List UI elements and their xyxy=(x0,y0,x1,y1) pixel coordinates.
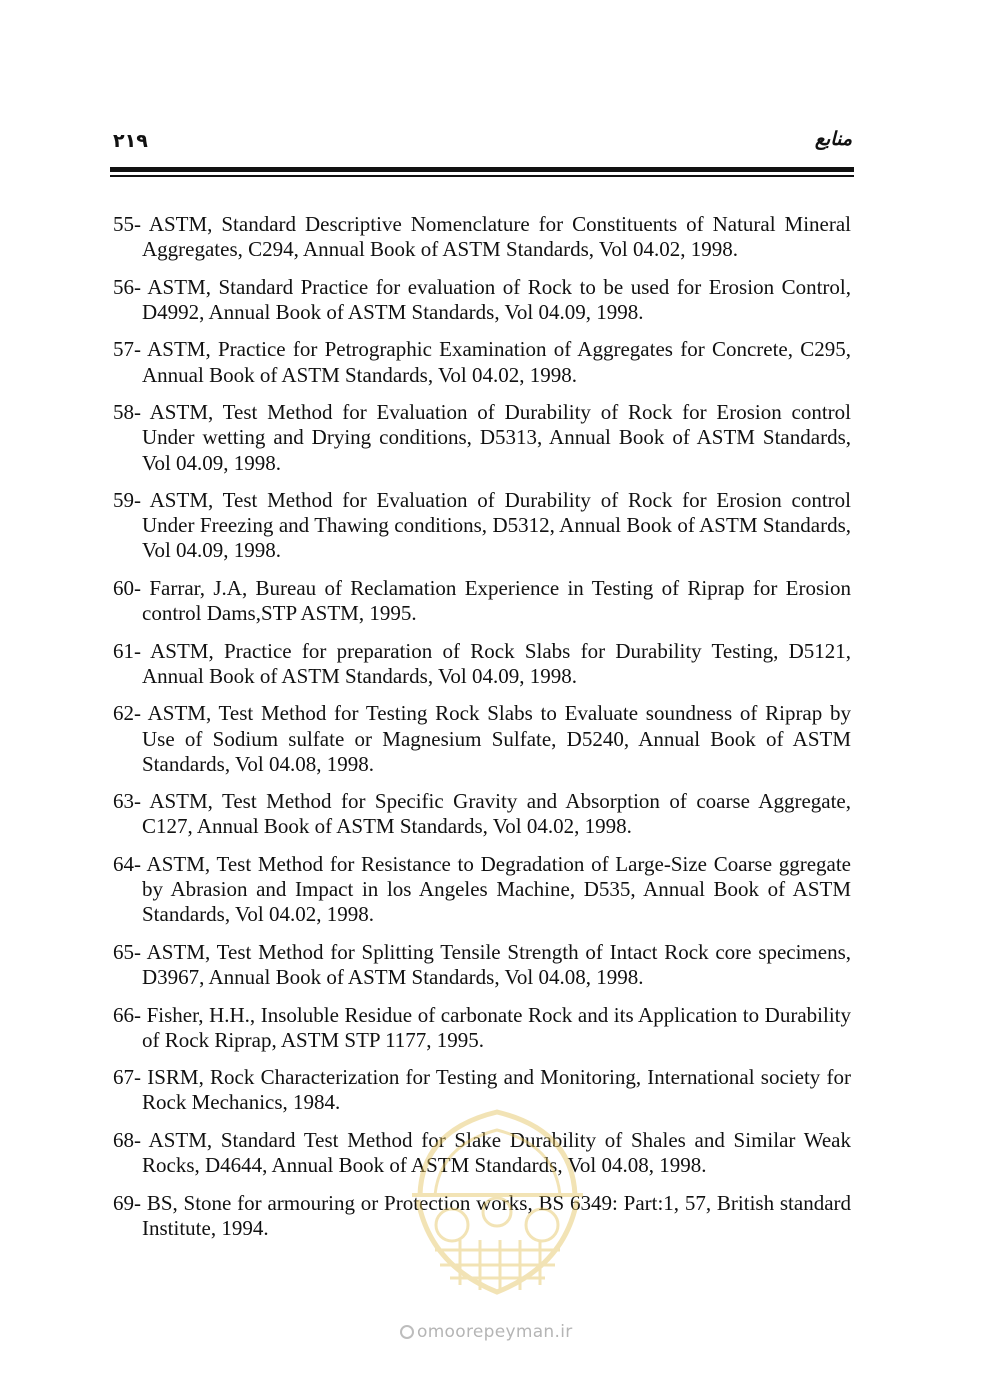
watermark-url xyxy=(400,1322,573,1342)
reference-number: 59- xyxy=(113,488,141,513)
reference-number: 68- xyxy=(113,1127,141,1152)
reference-item xyxy=(113,940,851,990)
reference-number: 65- xyxy=(113,939,141,964)
reference-item xyxy=(113,789,851,839)
reference-list xyxy=(113,212,851,1253)
reference-number: 56- xyxy=(113,274,141,299)
reference-text: ISRM, Rock Characterization for Testing and Monitoring, International society for Rock Mechanics, 1984. xyxy=(142,1065,851,1115)
reference-item xyxy=(113,275,851,325)
reference-text: ASTM, Test Method for Splitting Tensile Strength of Intact Rock core specimens, D3967, Annual Book of ASTM Standards, Vol 04.08, 1998. xyxy=(142,939,852,990)
reference-item xyxy=(113,1191,851,1241)
reference-text: ASTM, Test Method for Evaluation of Durability of Rock for Erosion control Under Freezing and Thawing conditions, D5312, Annual Book of ASTM Standards, Vol 04.09, 1998. xyxy=(142,488,851,563)
reference-number: 63- xyxy=(113,789,141,814)
reference-text: ASTM, Test Method for Resistance to Degradation of Large-Size Coarse ggregate by Abrasion and Impact in los Angeles Machine, D535, Annual Book of ASTM Standards, Vol 04.02, 1998. xyxy=(142,851,851,927)
watermark-url-text: omoorepeyman.ir xyxy=(417,1322,573,1342)
reference-item xyxy=(113,639,851,689)
reference-number: 66- xyxy=(113,1002,141,1027)
reference-text: ASTM, Test Method for Evaluation of Durability of Rock for Erosion control Under wetting and Drying conditions, D5313, Annual Book of ASTM Standards, Vol 04.09, 1998. xyxy=(142,400,851,475)
chapter-title: منابع xyxy=(814,128,852,150)
reference-text: ASTM, Test Method for Testing Rock Slabs to Evaluate soundness of Riprap by Use of Sodium sulfate or Magnesium Sulfate, D5240, Annual Book of ASTM Standards, Vol 04.08, 1998. xyxy=(142,701,851,776)
reference-text: ASTM, Standard Test Method for Slake Durability of Shales and Similar Weak Rocks, D4644, Annual Book of ASTM Standards, Vol 04.08, 1998. xyxy=(142,1127,851,1178)
reference-text: ASTM, Standard Practice for evaluation of Rock to be used for Erosion Control, D4992, Annual Book of ASTM Standards, Vol 04.09, 1998. xyxy=(142,274,851,324)
globe-icon xyxy=(400,1325,414,1339)
reference-number: 58- xyxy=(113,400,141,425)
reference-text: ASTM, Practice for preparation of Rock Slabs for Durability Testing, D5121, Annual Book of ASTM Standards, Vol 04.09, 1998. xyxy=(142,638,852,688)
header-rule-thick xyxy=(110,167,854,172)
reference-number: 60- xyxy=(113,575,141,600)
reference-number: 62- xyxy=(113,701,141,726)
reference-item xyxy=(113,337,851,387)
reference-item xyxy=(113,1065,851,1115)
reference-item xyxy=(113,852,851,928)
reference-number: 61- xyxy=(113,638,141,663)
reference-item xyxy=(113,488,851,564)
reference-number: 55- xyxy=(113,212,141,236)
page-header xyxy=(110,128,854,162)
reference-text: Farrar, J.A, Bureau of Reclamation Experience in Testing of Riprap for Erosion control Dams,STP ASTM, 1995. xyxy=(142,575,851,626)
reference-number: 67- xyxy=(113,1065,141,1090)
reference-text: ASTM, Practice for Petrographic Examination of Aggregates for Concrete, C295, Annual Book of ASTM Standards, Vol 04.02, 1998. xyxy=(142,337,852,387)
reference-text: Fisher, H.H., Insoluble Residue of carbonate Rock and its Application to Durability of Rock Riprap, ASTM STP 1177, 1995. xyxy=(142,1002,852,1052)
reference-item xyxy=(113,701,851,777)
reference-text: ASTM, Standard Descriptive Nomenclature for Constituents of Natural Mineral Aggregates, C294, Annual Book of ASTM Standards, Vol 04.02, 1998. xyxy=(142,212,851,262)
reference-item xyxy=(113,400,851,476)
reference-number: 57- xyxy=(113,337,141,362)
reference-item xyxy=(113,1003,851,1053)
header-rule-thin xyxy=(110,175,854,177)
reference-text: BS, Stone for armouring or Protection works, BS 6349: Part:1, 57, British standard Institute, 1994. xyxy=(142,1190,852,1240)
reference-number: 69- xyxy=(113,1190,141,1215)
reference-number: 64- xyxy=(113,851,141,876)
reference-text: ASTM, Test Method for Specific Gravity and Absorption of coarse Aggregate, C127, Annual Book of ASTM Standards, Vol 04.02, 1998. xyxy=(142,789,851,839)
page-number: ۲۱۹ xyxy=(113,130,148,152)
reference-item xyxy=(113,576,851,626)
reference-item xyxy=(113,212,851,262)
reference-item xyxy=(113,1128,851,1178)
